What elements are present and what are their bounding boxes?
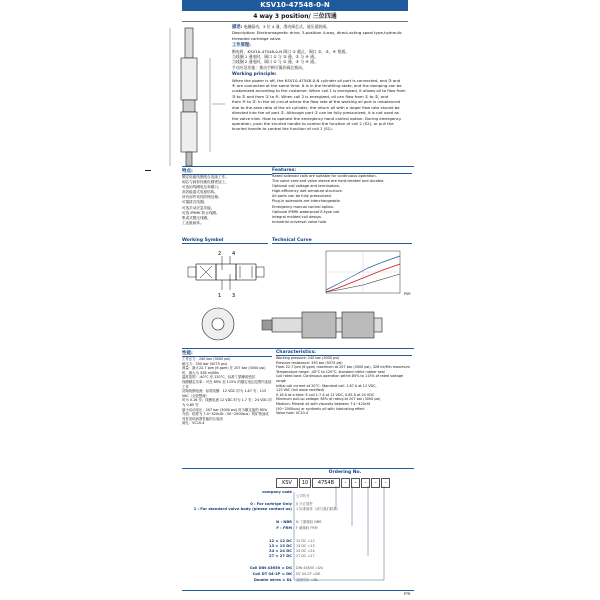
feature-cn-item: 额定电磁线圈适合连续工作。: [182, 175, 229, 179]
spec-en-item: Medium: Mineral oil with viscosity between 7.4~420cSt: [276, 401, 371, 406]
spec-en-item: Pressure resistance: 350 bar (5075 psi): [276, 360, 343, 365]
order-box: -: [381, 478, 390, 488]
spec-en-item: Working pressure: 240 bar (3000 psi): [276, 356, 340, 360]
operation-cn-label: 工作原理:: [232, 43, 251, 49]
order-row-desc: 24 DC =24: [296, 549, 315, 553]
technical-curve-graph: [318, 248, 408, 300]
order-box: -: [351, 478, 360, 488]
order-row-desc: DT 04-2P =DK: [296, 572, 321, 576]
spec-cn-item: 流量：最大22.7 lpm (6 gpm) 在 207 bar (3000 psi): [182, 366, 266, 371]
spec-cn-item: 阀孔：VC10-4: [182, 421, 205, 426]
specs-cn: [182, 350, 272, 426]
feature-cn-item: 工业级阀体。: [182, 220, 204, 225]
feature-en-item: Plug-in solenoids are interchangeable.: [272, 199, 341, 204]
spec-cn-item: 时，最大为 328 ml/Min: [182, 370, 219, 375]
order-row-label: 13 = 13 DC: [269, 544, 292, 548]
feature-en-item: Integral molded coil design.: [272, 214, 323, 219]
order-row-desc: 13 DC =13: [296, 544, 315, 548]
specs-en: [276, 350, 412, 416]
technical-curve-title: Technical Curve: [272, 238, 412, 244]
feature-cn-item: 集成式模压线圈。: [182, 215, 211, 220]
spec-en-item: Coil rated load: Continuous operation within 85% to 115% of rated voltage range: [276, 374, 403, 383]
feature-en-item: High-efficiency wet armature structure.: [272, 189, 343, 194]
spec-cn-item: 介质：粘度为 7.4~420cSt（50~2000sus）的矿物油或具有类似润滑性能的合成油: [182, 412, 269, 421]
order-row-label: N : NBR: [276, 520, 292, 524]
specs-en-title: Characteristics:: [276, 350, 412, 356]
spec-cn-item: 温度范围：-40°C 至 120°C，标准丁腈橡胶密封: [182, 375, 256, 380]
feature-cn-item: 可选 IP69K 防水线圈。: [182, 210, 220, 215]
features-en-title: Features:: [272, 168, 412, 174]
order-box: -: [361, 478, 370, 488]
specs-cn-title: 性能:: [182, 350, 272, 357]
port-3-label: 3: [232, 293, 236, 299]
order-row-desc: 12 DC =12: [296, 539, 315, 543]
port-4-label: 4: [232, 251, 236, 257]
spec-en-item: 0.16 A at a time: E-coil 1.7 A at 12 VDC, 0.85 A at 24 VDC: [276, 392, 375, 397]
order-row-label: 24 = 24 DC: [269, 549, 292, 553]
order-box: -: [341, 478, 350, 488]
order-row-label: 0 : For cartrige Only: [250, 502, 292, 506]
feature-cn-item: 可选手动应急功能。: [182, 205, 215, 210]
order-row-desc: 0 只订插件: [296, 502, 313, 506]
order-row-desc: N 丁腈橡胶 NBR: [296, 520, 322, 524]
order-box: 4754B: [312, 478, 340, 488]
order-row-label: 1 : For standard valve body (please contact us): [193, 507, 292, 511]
feature-en-item: Emergency manual control option.: [272, 204, 335, 209]
working-symbol-diagram: [182, 248, 272, 300]
operation-en-line: due to the area ratio of the oil cylinder, the return oil with a larger flow rate should be: [232, 104, 400, 110]
description-block: [232, 24, 412, 132]
order-row-desc: 双线引出 =DL: [296, 578, 318, 582]
operation-en-line: knurled handle to control the function of coil 1 (S1).: [232, 126, 333, 132]
operation-en-line: When the power is off, the KSV10-47548-0-N cylinder oil port is connected, and ③ and: [232, 77, 401, 83]
order-row-label: 12 = 12 DC: [269, 539, 292, 543]
order-row-label: Double wires = DL: [253, 578, 292, 582]
spec-cn-item: 时为 0.16 安；线圈电流 12 VDC 时为 1.7 安；24 VDC 时为 0.85 安: [182, 398, 272, 407]
feature-cn-item: 阀芯与阀套经硬化精密加工。: [182, 180, 229, 185]
order-box: 10: [299, 478, 311, 488]
feature-en-item: All parts can be fully pressurized.: [272, 194, 332, 199]
feature-en-item: Industrial universal valve hole.: [272, 219, 328, 224]
feature-en-item: Optional IP69K waterproof E-type coil.: [272, 209, 341, 214]
operation-en-line: from ④ to ③. In the oil circuit where the flow rate of the working oil port is unbalanced: [232, 99, 401, 105]
spec-en-item: Minimum pull-up voltage: 85% of rating at 207 bar (3000 psi): [276, 397, 381, 402]
features-en: [272, 168, 412, 225]
operation-en-line: ③ to ② and from ① to ④. When coil 2 is energized, oil can flow from ① to ②, and: [232, 93, 389, 99]
curve-unit-label: PSR: [404, 292, 411, 296]
operation-cn-line: 手动应急功能：推动手柄可操作阀芯换向。: [232, 64, 306, 70]
feature-cn-item: 可插拔式线圈。: [182, 200, 208, 205]
port-1-label: 1: [218, 293, 222, 299]
ordering-connectors: [292, 486, 412, 586]
order-row-label: Coil DIN 43650 = DG: [249, 566, 292, 570]
port-2-label: 2: [218, 251, 222, 257]
operation-en-label: Working principle:: [232, 72, 277, 78]
operation-en-line: the valve inlet. How to operate the emergency hand control option: During emergency: [232, 115, 402, 121]
spec-cn-item: 线圈额定功率：可在 85% 至 115% 的额定电压范围内连续工作: [182, 379, 272, 389]
spec-en-item: Temperature range: -40°C to 120°C, standard nitrile rubber seal: [276, 369, 385, 374]
order-row-desc: DIN 43650 =DG: [296, 566, 324, 570]
feature-cn-item: 所有部件均经防锈处理。: [182, 195, 222, 200]
operation-en-line: ④ are connected at the same time. It is in the throttling state, and the damping can be: [232, 83, 402, 89]
order-row-desc: F 氟橡胶 FRM: [296, 526, 318, 530]
valve-drawing: [150, 24, 230, 174]
spec-cn-item: 最小启动电压：207 bar (3000 psi) 时为额定值的 85%: [182, 407, 268, 412]
page-title: KSV10-47548-0-N: [182, 0, 408, 11]
order-box: KSV: [276, 478, 298, 488]
operation-en-line: customized according to the customer. When coil 1 is energized, it allows oil to flow from: [232, 88, 406, 94]
order-row-label: company code: [262, 490, 292, 494]
features-cn: [182, 168, 272, 226]
feature-cn-item: 高效能湿式电枢结构。: [182, 190, 218, 195]
description-en-text: Description: Electromagnetic drive, 3-position 4-way, direct-acting spool type,hydraulic threaded cartridge valve.: [232, 30, 403, 41]
order-row-label: 27 = 27 DC: [269, 554, 292, 558]
spec-en-item: Initial coil current at 20°C: Standard coil: 1.67 A at 12 VDC,: [276, 383, 377, 388]
order-row-desc: 27 DC =27: [296, 554, 315, 558]
order-row-label: F : FRM: [276, 526, 292, 530]
order-row-label: Coil DT 04-2P = DK: [252, 572, 292, 576]
operation-cn-line: 当线圈 2 通电时，阀口 ① 与 ② 通，③ 与 ④ 通。: [232, 59, 318, 65]
description-cn-label: 描述:: [232, 25, 243, 30]
product-drawings: [182, 300, 414, 348]
order-box: -: [371, 478, 380, 488]
order-row-desc: 1 标准阀体（请与我们联系）: [296, 507, 340, 511]
spec-cn-item: 耐压力：350 bar (5075 psi): [182, 361, 228, 366]
spec-cn-item: 工作压力：240 bar (3000 psi): [182, 357, 231, 361]
features-cn-title: 特点:: [182, 168, 272, 175]
spec-cn-item: 初始线圈电流：标准线圈：12 VDC 时为 1.67 安；115 VAC（全波整流）: [182, 389, 267, 398]
working-symbol-title: Working Symbol: [182, 238, 268, 244]
spec-en-item: Flow: 22.7 lpm (6 gpm) maximum at 207 bar (3000 psi), 328 ml/Min maximum: [276, 365, 410, 370]
spec-en-item: (50~2000sus) or synthetic oil with lubricating effect: [276, 406, 365, 411]
feature-cn-item: 可选用线圈电压和端口。: [182, 185, 222, 190]
operation-cn-line: 当线圈 1 通电时，阀口 ① 与 ③ 通，② 与 ④ 通。: [232, 54, 318, 60]
feature-en-item: Rated solenoid coils are suitable for continuous operation.: [272, 174, 377, 178]
operation-en-line: directed into the oil port ②. Although port ① can be fully pressurized, it is not used as: [232, 110, 399, 116]
description-cn-text: 电磁驱动，3 位 4 通，滑动阀芯式，液压插装阀。: [243, 24, 331, 29]
spec-en-item: 115 VAC (full wave rectified): [276, 388, 325, 393]
feature-en-item: Optional coil voltage and termination.: [272, 184, 341, 189]
spec-en-item: Valve hole: VC10-4: [276, 411, 309, 416]
feature-en-item: The valve core and valve sleeve are hard-treated and durable.: [272, 179, 385, 184]
ordering-title: Ordering No.: [328, 470, 362, 475]
operation-cn-line: 断电时，KSV10-47548-0-N 阀口 ① 截止，阀口 ②，③，④ 相通。: [232, 48, 349, 54]
operation-en-line: operation, push the knurled handle to control the function of coil 2 (S2), or pull the: [232, 120, 394, 126]
order-row-desc: 公司代号: [296, 494, 310, 498]
footer-unit-label: PTR: [404, 592, 411, 596]
page-subtitle: 4 way 3 position/ 三位四通: [182, 12, 408, 22]
